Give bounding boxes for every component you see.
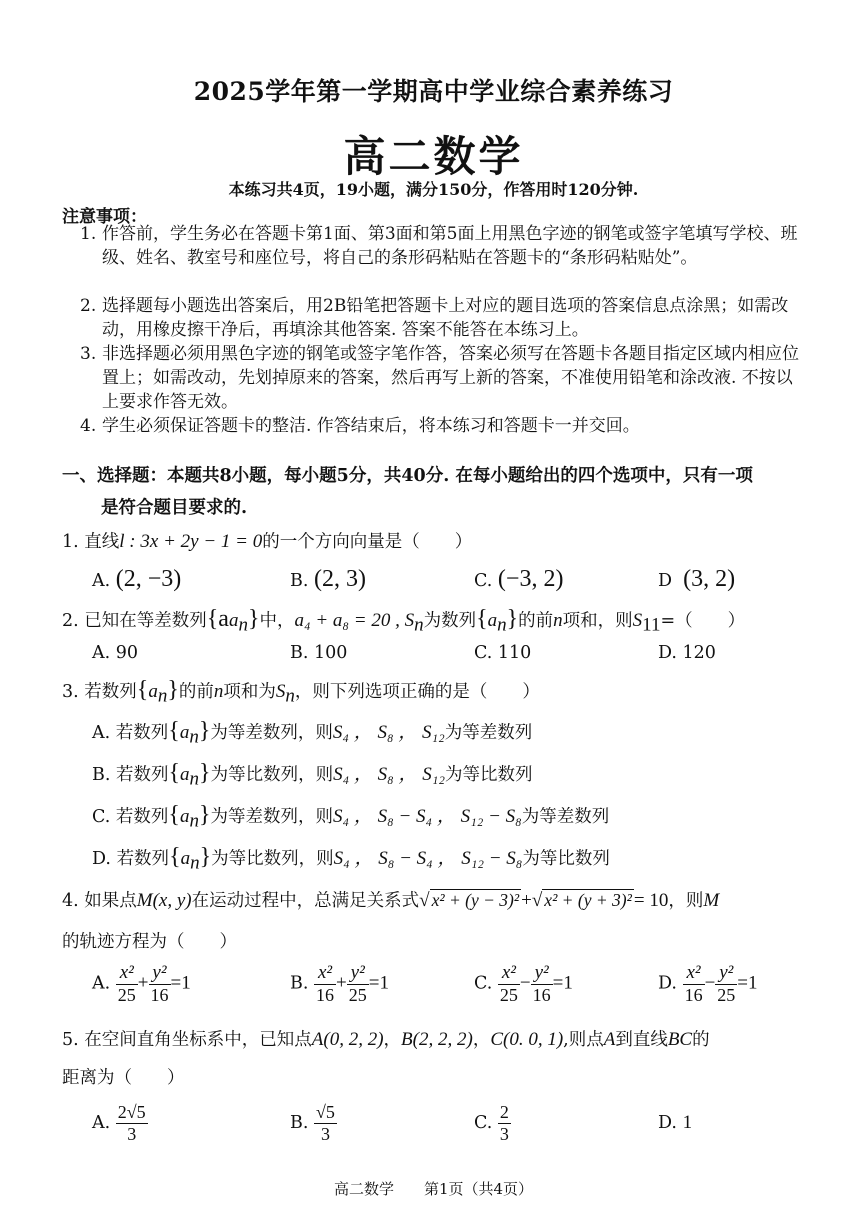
q3-option-d: D. 若数列$\{a_n\}$为等比数列，则S₄ ， S₈ − S₄ ， S₁₂ − S₈为等比数列 xyxy=(92,844,610,874)
q1-option-b: B. (2, 3) xyxy=(290,566,366,592)
notice-text: 学生必须保证答题卡的整洁. 作答结束后，将本练习和答题卡一并交回。 xyxy=(102,416,640,436)
q3-option-b: B. 若数列$\{a_n\}$为等比数列，则S₄ ， S₈ ， S₁₂为等比数列 xyxy=(92,760,533,790)
notice-num: 3. xyxy=(80,344,97,364)
question-5: 5. 在空间直角坐标系中，已知点A(0, 2, 2)，B(2, 2, 2)，C(0. 0, 1),则点A到直线BC的 xyxy=(62,1029,710,1050)
option-value: (−3, 2) xyxy=(497,566,564,592)
q4-option-c: C. $\frac{\text{x²}}{25}$ − $\frac{\text{y²}}{16}$ =1 xyxy=(474,962,573,1005)
notice-item-1 xyxy=(80,222,808,270)
q3-option-a: A. 若数列$\{a_n\}$为等差数列，则S₄ ， S₈ ， S₁₂为等差数列 xyxy=(92,718,533,748)
q1-option-c: C. (−3, 2) xyxy=(474,566,564,592)
notice-text: 选择题每小题选出答案后，用2B铅笔把答题卡上对应的题目选项的答案信息点涂黑；如需改动，用橡皮擦干净后，再填涂其他答案. 答案不能答在本练习上。 xyxy=(102,296,789,340)
subject-title: 高二数学 xyxy=(343,132,524,181)
option-value: (3, 2) xyxy=(683,566,736,592)
notice-text: 作答前，学生务必在答题卡第1面、第3面和第5面上用黑色字迹的钢笔或签字笔填写学校、班级、姓名、教室号和座位号，将自己的条形码粘贴在答题卡的“条形码粘贴处”。 xyxy=(102,224,798,268)
q1-option-a: A. (2, −3) xyxy=(92,566,182,592)
q3-option-c: C. 若数列$\{a_n\}$为等差数列，则S₄ ， S₈ − S₄ ， S₁₂ − S₈为等差数列 xyxy=(92,802,610,832)
section-heading-line1: 一、选择题：本题共8小题，每小题5分，共40分. 在每小题给出的四个选项中，只有一项 xyxy=(62,466,753,486)
exam-term-title: 2025学年第一学期高中学业综合素养练习 xyxy=(193,77,674,106)
q4-option-a: A. $\frac{\text{x²}}{25}$ + $\frac{\text{y²}}{16}$ =1 xyxy=(92,962,191,1005)
option-value: (2, 3) xyxy=(314,566,366,592)
q1-option-d: D (3, 2) xyxy=(658,566,736,592)
notice-heading: 注意事项： xyxy=(62,207,147,227)
q2-option-b: B. 100 xyxy=(290,643,348,663)
question-4: 4. 如果点M(x, y)在运动过程中，总满足关系式√ x² + (y − 3)² +√ x² + (y + 3)² = 10，则M xyxy=(62,890,720,911)
notice-item-2 xyxy=(80,294,808,342)
question-text: 的一个方向向量是（ ） xyxy=(262,532,473,552)
exam-info: 本练习共4页，19小题，满分150分，作答用时120分钟. xyxy=(228,180,639,199)
q4-option-b: B. $\frac{\text{x²}}{16}$ + $\frac{\text{y²}}{25}$ =1 xyxy=(290,962,389,1005)
question-4-line2: 的轨迹方程为（ ） xyxy=(62,932,237,952)
question-text: 直线 xyxy=(84,532,120,552)
question-num: 1. xyxy=(62,532,79,552)
notice-num: 2. xyxy=(80,296,97,316)
question-2: 2. 已知在等差数列$\{aa_n\}$中，a₄ + a₈ = 20 , $S_n$为数列$\{a_n\}$的前n项和，则$S_{11}=$（ ） xyxy=(62,606,746,636)
q5-option-b: B. $\frac{√5}{3}$ xyxy=(290,1102,335,1144)
question-1 xyxy=(62,528,472,553)
q5-option-c: C. $\frac{2}{3}$ xyxy=(474,1102,509,1144)
q4-option-d: D. $\frac{\text{x²}}{16}$ − $\frac{\text{y²}}{25}$ =1 xyxy=(658,962,758,1005)
q5-option-d: D. 1 xyxy=(658,1112,693,1133)
question-3: 3. 若数列$\{a_n\}$的前n项和为$S_n$，则下列选项正确的是（ ） xyxy=(62,677,540,707)
option-value: (2, −3) xyxy=(115,566,182,592)
question-5-line2: 距离为（ ） xyxy=(62,1068,185,1088)
q5-option-a: A. $\frac{2√5}{3}$ xyxy=(92,1102,146,1144)
notice-item-4 xyxy=(80,414,808,438)
page-footer: 高二数学 第1页（共4页） xyxy=(333,1180,534,1198)
notice-num: 1. xyxy=(80,224,97,244)
q2-option-a: A. 90 xyxy=(92,643,139,663)
section-heading-line2: 是符合题目要求的. xyxy=(101,498,248,518)
notice-text: 非选择题必须用黑色字迹的钢笔或签字笔作答，答案必须写在答题卡各题目指定区域内相应位置上；如需改动，先划掉原来的答案，然后再写上新的答案，不准使用铅笔和涂改液. 不按以上要求作答无效。 xyxy=(102,344,799,412)
math-expr: l : 3x + 2y − 1 = 0 xyxy=(119,531,263,552)
q2-option-d: D. 120 xyxy=(658,643,716,663)
q2-option-c: C. 110 xyxy=(474,643,532,663)
notice-num: 4. xyxy=(80,416,97,436)
notice-item-3 xyxy=(80,342,808,414)
